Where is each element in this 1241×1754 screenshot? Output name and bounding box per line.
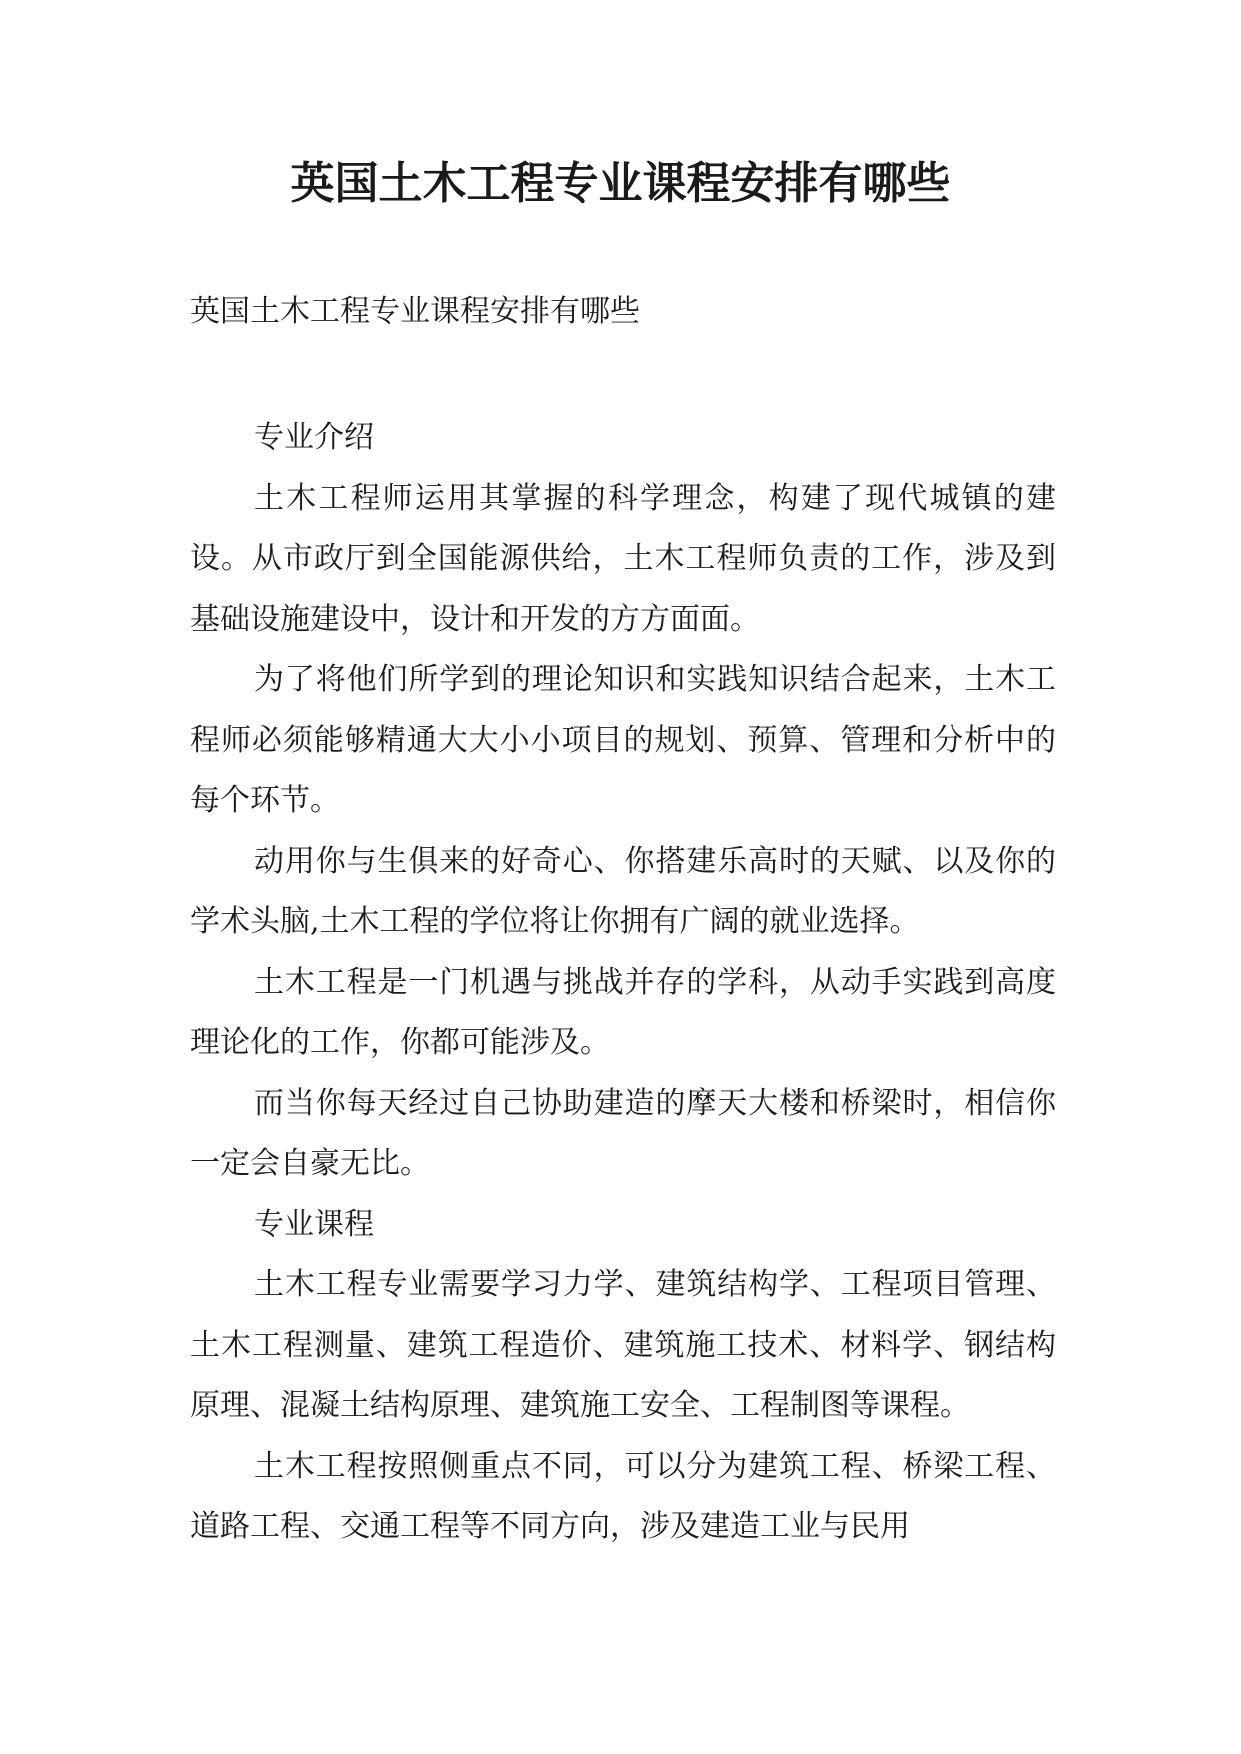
- paragraph: 土木工程是一门机遇与挑战并存的学科，从动手实践到高度理论化的工作，你都可能涉及。: [190, 964, 1056, 1060]
- section-heading-intro: 专业介绍: [254, 420, 374, 455]
- paragraph: 土木工程按照侧重点不同，可以分为建筑工程、桥梁工程、道路工程、交通工程等不同方向，涉及建造工业与民用: [190, 1448, 1056, 1544]
- paragraph: 土木工程师运用其掌握的科学理念，构建了现代城镇的建设。从市政厅到全国能源供给，土木工程师负责的工作，涉及到基础设施建设中，设计和开发的方方面面。: [190, 480, 1056, 637]
- document-body: [190, 408, 1056, 1558]
- paragraph: 土木工程专业需要学习力学、建筑结构学、工程项目管理、土木工程测量、建筑工程造价、建筑施工技术、材料学、钢结构原理、混凝土结构原理、建筑施工安全、工程制图等课程。: [190, 1267, 1056, 1423]
- document-subtitle: 英国土木工程专业课程安排有哪些: [190, 294, 640, 329]
- paragraph: 为了将他们所学到的理论知识和实践知识结合起来，土木工程师必须能够精通大大小小项目的规划、预算、管理和分析中的每个环节。: [190, 662, 1056, 818]
- section-heading-courses: 专业课程: [254, 1206, 374, 1242]
- paragraph: 而当你每天经过自己协助建造的摩天大楼和桥梁时，相信你一定会自豪无比。: [190, 1085, 1056, 1181]
- document-title: 英国土木工程专业课程安排有哪些: [290, 158, 951, 209]
- paragraph: 动用你与生俱来的好奇心、你搭建乐高时的天赋、以及你的学术头脑,土木工程的学位将让你拥有广阔的就业选择。: [190, 843, 1056, 939]
